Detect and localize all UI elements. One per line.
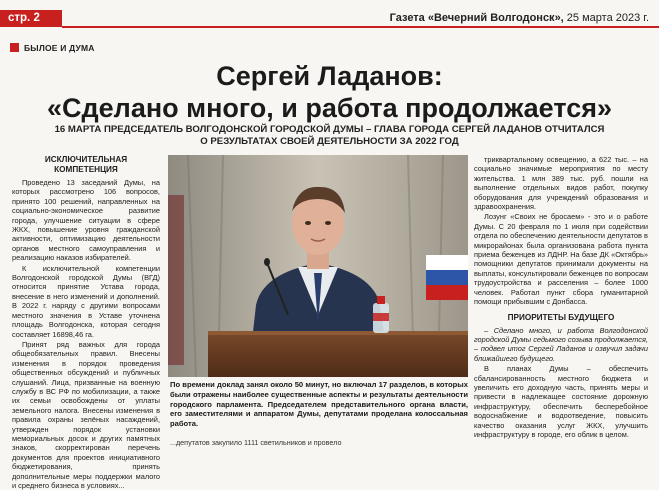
header-rule — [62, 26, 659, 28]
right-paragraph: Лозунг «Своих не бросаем» - это и о работе Думы. С 20 февраля по 1 июля при содействии отдела по обеспечению деятельности депутатов в микрорайонах была организована работа пункта приема беженцев из ЛДНР. На базе ДК «Октябрь» помощники депутатов принимали документы на выплаты, консультировали беженцев по вопросам трудоустройства и расселения – более 1000 человек. Работал пункт сбора гуманитарной помощи прибывшим с Донбасса. — [474, 212, 648, 307]
rubric — [10, 41, 95, 54]
left-paragraph: К исключительной компетенции Волгодонской городской Думы (ВГД) относится принятие Устава города, внесение в него изменений и дополнений. В 2022 г. наряду с другими вопросами местного значения в Уставе уточнена площадь Волгодонска, которая сегодня составляет 16898,46 га. — [12, 263, 160, 339]
right-column — [474, 155, 648, 445]
masthead-title: Газета «Вечерний Волгодонск», — [389, 12, 564, 24]
headline-line-2: «Сделано много, и работа продолжается» — [47, 93, 612, 123]
rubric-square-icon — [10, 43, 19, 52]
article-lead — [20, 124, 639, 148]
right-quote: – Сделано много, и работа Волгодонской городской Думы седьмого созыва продолжается, – подвел итог Сергей Ладанов и озвучил задачи ближайшего будущего. — [474, 325, 648, 363]
page-number-label: стр. 2 — [0, 10, 62, 27]
lead-line-1: 16 МАРТА ПРЕДСЕДАТЕЛЬ ВОЛГОДОНСКОЙ ГОРОДСКОЙ ДУМЫ – ГЛАВА ГОРОДА СЕРГЕЙ ЛАДАНОВ ОТЧИТАЛСЯ — [54, 124, 605, 135]
left-column — [12, 155, 160, 490]
rubric-label: БЫЛОЕ И ДУМА — [24, 42, 95, 53]
continued-text: ...депутатов закупило 1111 светильников и провело — [170, 438, 342, 447]
left-subhead — [12, 155, 160, 175]
left-paragraph: Проведено 13 заседаний Думы, на которых рассмотрено 106 вопросов, принято 100 решений, направленных на социально-экономическое развитие города, улучшение ситуации в сфере ЖКХ, повышение уровня гражданской активности, оптимизацию деятельности органов местного самоуправления и реализацию наказов избирателей. — [12, 178, 160, 263]
masthead — [390, 12, 649, 24]
lead-line-2: О РЕЗУЛЬТАТАХ СВОЕЙ ДЕЯТЕЛЬНОСТИ ЗА 2022 ГОД — [200, 136, 459, 147]
left-paragraph: Принят ряд важных для города общеобязательных правил. Внесены изменения в порядок проведения общественных обсуждений и публичных слушаний. Лица, призванные на военную службу в ВС РФ по мобилизации, а также их семьи освобождены от уплаты земельного налога. Внесены изменения в правила охраны зелёных насаждений, утвержден порядок установки мемориальных досок и других памятных знаков, скорректирован перечень документов для проектов инициативного бюджетирования, принять дополнительные меры поддержки малого и среднего бизнеса в условиях... — [12, 339, 160, 490]
left-subhead-line-2: КОМПЕТЕНЦИЯ — [54, 165, 118, 174]
speaker-photo-illustration — [168, 155, 468, 377]
article-photo — [168, 155, 468, 377]
page-header — [0, 0, 659, 30]
issue-date: 25 марта 2023 г. — [563, 12, 649, 24]
left-subhead-line-1: ИСКЛЮЧИТЕЛЬНАЯ — [44, 155, 128, 164]
article-headline — [0, 60, 659, 124]
right-paragraph: триквартальному освещению, а 622 тыс. – на социально значимые мероприятия по месту жительства. 1 млн 389 тыс. руб. пошли на выполнение отдельных видов работ, покупку оборудования для учреждений образования и здравоохранения. — [474, 155, 648, 212]
headline-line-1: Сергей Ладанов: — [216, 61, 443, 91]
right-subhead: ПРИОРИТЕТЫ БУДУЩЕГО — [507, 312, 615, 322]
photo-caption: По времени доклад занял около 50 минут, но включал 17 разделов, в которых были отражены наиболее существенные аспекты и результаты деятельности городского парламента. Председателем представительного органа власти, его заместителями и аппаратом Думы, депутатами проделана колоссальная работа. — [170, 380, 468, 429]
right-paragraph: В планах Думы – обеспечить сбалансированность местного бюджета и увеличить его доходную часть, принять меры и привести в надлежащее состояние дорожную инфраструктуру, обеспечить бесперебойное водоснабжение и водоотведение, повысить качество оказания услуг ЖКХ, улучшить инфраструктуру в городе, его облик в целом. — [474, 364, 648, 439]
